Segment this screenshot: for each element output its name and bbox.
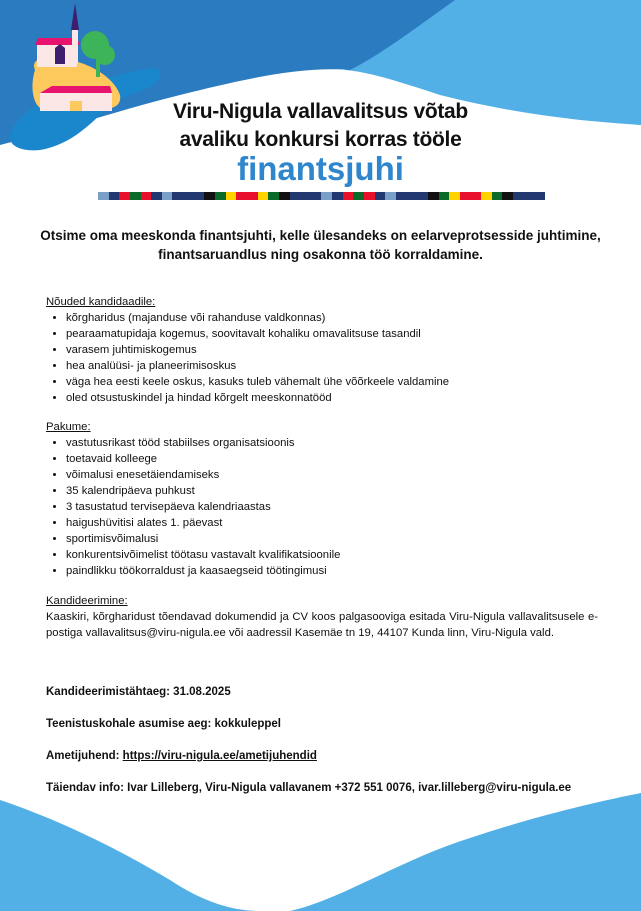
stripe-segment	[311, 192, 322, 200]
stripe-segment	[258, 192, 269, 200]
stripe-segment	[460, 192, 471, 200]
list-item: • vastutusrikast tööd stabiilses organisatsioonis	[66, 435, 598, 451]
list-item: • võimalusi enesetäiendamiseks	[66, 467, 598, 483]
offer-heading: Pakume:	[46, 421, 91, 433]
requirements-heading: Nõuded kandidaadile:	[46, 296, 156, 308]
stripe-segment	[183, 192, 194, 200]
stripe-segment	[300, 192, 311, 200]
stripe-segment	[502, 192, 513, 200]
list-item: • varasem juhtimiskogemus	[66, 342, 598, 358]
job-description-label: Ametijuhend:	[46, 750, 123, 762]
title-line-1: Viru-Nigula vallavalitsus võtab	[173, 100, 468, 123]
bottom-wave	[0, 793, 641, 911]
list-item: • hea analüüsi- ja planeerimisoskus	[66, 358, 598, 374]
stripe-segment	[492, 192, 503, 200]
stripe-segment	[332, 192, 343, 200]
stripe-segment	[343, 192, 354, 200]
position-title: finantsjuhi	[237, 150, 404, 187]
job-description	[46, 750, 317, 762]
contact-info: Täiendav info: Ivar Lilleberg, Viru-Nigula vallavanem +372 551 0076, ivar.lilleberg@viru-nigula.ee	[46, 782, 572, 794]
stripe-segment	[151, 192, 162, 200]
stripe-segment	[236, 192, 247, 200]
list-item: • pearaamatupidaja kogemus, soovitavalt kohaliku omavalitsuse tasandil	[66, 326, 598, 342]
stripe-segment	[364, 192, 375, 200]
list-item: • haigushüvitisi alates 1. päevast	[66, 515, 598, 531]
stripe-segment	[534, 192, 545, 200]
job-description-link[interactable]: https://viru-nigula.ee/ametijuhendid	[122, 750, 317, 762]
decorative-stripe	[98, 192, 545, 200]
stripe-segment	[470, 192, 481, 200]
stripe-segment	[204, 192, 215, 200]
stripe-segment	[396, 192, 407, 200]
list-item: • oled otsustuskindel ja hindad kõrgelt meeskonnatööd	[66, 390, 598, 406]
title-line-2: avaliku konkursi korras tööle	[179, 128, 462, 151]
stripe-segment	[172, 192, 183, 200]
stripe-segment	[321, 192, 332, 200]
stripe-segment	[194, 192, 205, 200]
stripe-segment	[226, 192, 237, 200]
list-item: • sportimisvõimalusi	[66, 531, 598, 547]
start-date: Teenistuskohale asumise aeg: kokkuleppel	[46, 718, 281, 730]
list-item: • paindlikku töökorraldust ja kaasaegseid töötingimusi	[66, 563, 598, 579]
stripe-segment	[109, 192, 120, 200]
list-item: • 35 kalendripäeva puhkust	[66, 483, 598, 499]
list-item: • kõrgharidus (majanduse või rahanduse valdkonnas)	[66, 310, 598, 326]
list-item: • väga hea eesti keele oskus, kasuks tuleb vähemalt ühe võõrkeele valdamine	[66, 374, 598, 390]
stripe-segment	[375, 192, 386, 200]
list-item: • konkurentsivõimelist töötasu vastavalt kvalifikatsioonile	[66, 547, 598, 563]
application-heading: Kandideerimine:	[46, 595, 128, 607]
stripe-segment	[428, 192, 439, 200]
stripe-segment	[279, 192, 290, 200]
stripe-segment	[247, 192, 258, 200]
intro-text: Otsime oma meeskonda finantsjuhti, kelle ülesandeks on eelarveprotsesside juhtimine, finantsaruandlus ning osakonna töö korraldamine.	[40, 228, 601, 262]
stripe-segment	[439, 192, 450, 200]
stripe-segment	[215, 192, 226, 200]
stripe-segment	[130, 192, 141, 200]
stripe-segment	[385, 192, 396, 200]
stripe-segment	[290, 192, 301, 200]
stripe-segment	[417, 192, 428, 200]
stripe-segment	[162, 192, 173, 200]
stripe-segment	[268, 192, 279, 200]
stripe-segment	[353, 192, 364, 200]
application-text: Kaaskiri, kõrgharidust tõendavad dokumendid ja CV koos palgasooviga esitada Viru-Nigula vallavalitsusele e-postiga vallavalitsus@viru-nigula.ee või aadressil Kasemäe tn 19, 44107 Kunda linn, Viru-Nigula vald.	[46, 611, 598, 639]
requirements-section	[46, 294, 598, 406]
deadline: Kandideerimistähtaeg: 31.08.2025	[46, 686, 231, 698]
stripe-segment	[141, 192, 152, 200]
application-section	[46, 593, 598, 641]
stripe-segment	[119, 192, 130, 200]
stripe-segment	[98, 192, 109, 200]
stripe-segment	[449, 192, 460, 200]
list-item: • 3 tasustatud tervisepäeva kalendriaastas	[66, 499, 598, 515]
stripe-segment	[407, 192, 418, 200]
stripe-segment	[481, 192, 492, 200]
stripe-segment	[524, 192, 535, 200]
offer-section	[46, 419, 598, 579]
list-item: • toetavaid kolleege	[66, 451, 598, 467]
stripe-segment	[513, 192, 524, 200]
